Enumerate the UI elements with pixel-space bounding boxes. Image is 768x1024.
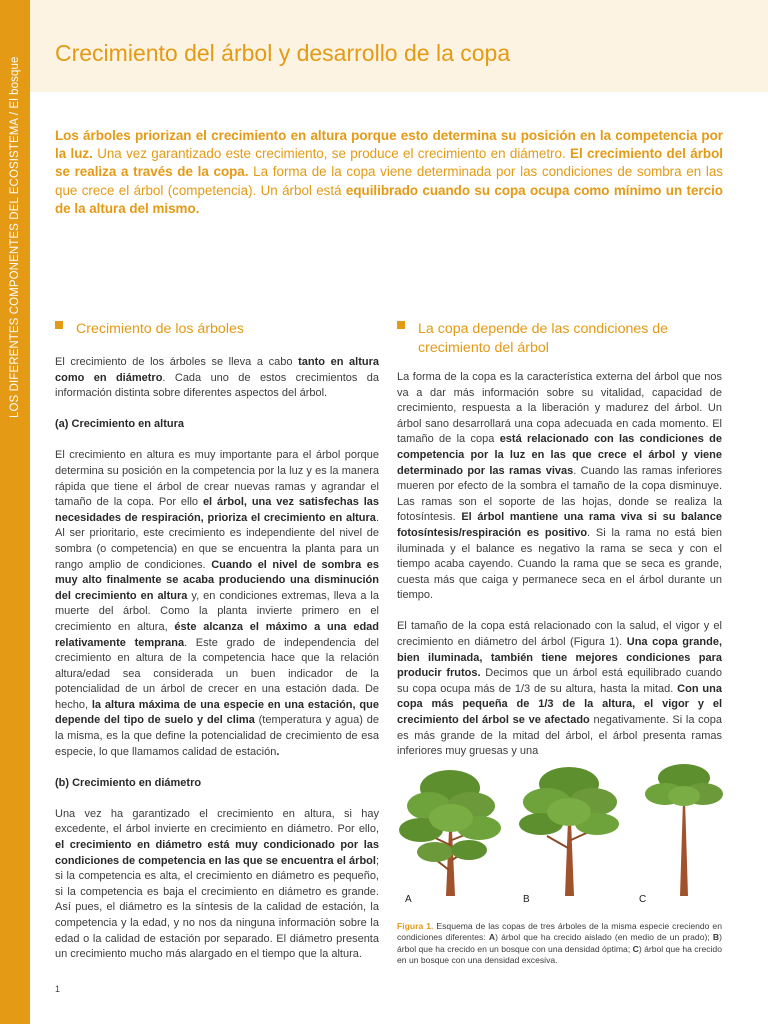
section-heading-text: Crecimiento de los árboles — [76, 321, 244, 337]
text-run: . Cuando las ramas inferiores mueren por efecto de la sombra el tamaño de la copa disminuye. Las ramas son el soporte de las hojas, donde se realiza la fotosíntesis. — [397, 464, 722, 524]
text-run: y, en condiciones extremas, lleva a la muerte del árbol. Como la planta invierte primero en el crecimiento en altura, — [55, 589, 379, 633]
text-run: El tamaño de la copa está relacionado con la salud, el vigor y el crecimiento en diámetro del árbol (Figura 1). — [397, 620, 722, 648]
bold-run: Una copa grande, bien iluminada, también tiene mejores condiciones para producir frutos. — [397, 636, 722, 680]
text-run: La forma de la copa es la característica externa del árbol que nos va a dar más información sobre su vitalidad, capacidad de crecimiento, respuesta a la liberación y madurez del árbol. Un árbol sano desarrollará una copa adecuada en cada momento. El tamaño de la copa — [397, 371, 722, 446]
trees-illustration — [397, 760, 727, 900]
section-heading-crecimiento — [55, 318, 379, 339]
paragraph — [55, 448, 379, 760]
intro-text-2: La forma de la copa viene determinada por las condiciones de sombra en las que crece el árbol (competencia). Un árbol está — [55, 164, 723, 198]
text-run: Una vez ha garantizado el crecimiento en altura, si hay excedente, el árbol invierte en crecimiento en diámetro. Por ello, — [55, 807, 379, 836]
figure-label-a: A — [405, 894, 412, 905]
tree-c-icon — [645, 764, 723, 896]
subheading-altura — [55, 417, 379, 433]
intro-bold-1: Los árboles priorizan el crecimiento en altura porque esto determina su posición en la competencia por la luz. — [55, 128, 723, 162]
text-run: (temperatura y agua) de la misma, es la que define la potencialidad de crecimiento de esa especie, lo que llamamos calidad de estación — [55, 714, 379, 758]
bold-run: C — [632, 943, 639, 954]
section-label: LOS DIFERENTES COMPONENTES DEL ECOSISTEMA / El bosque — [9, 56, 21, 418]
bold-run: B — [712, 932, 720, 943]
bold-run: éste alcanza el máximo a una edad relativamente temprana — [55, 620, 380, 649]
section-heading-copa — [397, 318, 722, 358]
subheading-text: (a) Crecimiento en altura — [55, 418, 184, 431]
text-run: ) árbol que ha crecido en un bosque con una densidad óptima; — [397, 932, 722, 954]
text-run: El crecimiento de los árboles se lleva a cabo — [55, 356, 299, 368]
text-run: . Cada uno de estos crecimientos da información distinta sobre diferentes aspectos del árbol. — [55, 371, 379, 400]
paragraph — [55, 807, 379, 963]
bold-run: el crecimiento en diámetro está muy condicionado por las condiciones de competencia en las que se encuentra el árbol — [55, 839, 379, 867]
page-number: 1 — [55, 984, 61, 994]
figure-label-b: B — [523, 894, 530, 905]
text-run: Decimos que un árbol está equilibrado cuando su copa ocupa más de 1/3 de su altura, hasta la mitad. — [397, 667, 722, 695]
page-title: Crecimiento del árbol y desarrollo de la copa — [55, 40, 511, 66]
text-run: negativamente. Si la copa es más grande de la mitad del árbol, el árbol presenta ramas inferiores muy gruesas y una — [397, 713, 722, 758]
bold-run: A — [488, 932, 496, 943]
intro-summary — [55, 127, 723, 218]
right-column — [397, 318, 722, 775]
text-run: Esquema de las copas de tres árboles de la misma especie creciendo en condiciones diferentes: — [397, 921, 722, 943]
subheading-diametro — [55, 776, 379, 792]
intro-bold-3: equilibrado cuando su copa ocupa como mínimo un tercio de la altura del mismo. — [55, 182, 723, 216]
text-run: ) árbol que ha crecido aislado (en medio de un prado); — [495, 932, 713, 943]
bold-run: . — [276, 745, 280, 758]
intro-bold-2: El crecimiento del árbol se realiza a través de la copa. — [55, 146, 723, 180]
bold-run: la altura máxima de una especie en una estación, que depende del tipo de suelo y del clima — [55, 698, 379, 727]
bold-run: Con una copa más pequeña de 1/3 de la altura, el vigor y el crecimiento del árbol se ve afectado — [397, 682, 722, 726]
figure-trees — [397, 760, 727, 910]
figure-label-c: C — [639, 894, 647, 905]
bold-run: tanto en altura como en diámetro — [55, 356, 379, 384]
text-run: ) árbol que ha crecido en un bosque con una densidad excesiva. — [397, 943, 722, 966]
text-run: El crecimiento en altura es muy importante para el árbol porque determina su posición en la competencia por la luz y es la manera rápida que tiene el árbol de crear nuevas ramas y agrandar el tamaño de la copa. Por ello — [55, 449, 379, 509]
paragraph — [397, 370, 722, 604]
bold-run: está relacionado con las condiciones de competencia por la luz en las que crece el árbol y viene determinado por las ramas vivas — [397, 433, 722, 477]
text-run: . Al ser prioritario, este crecimiento es independiente del nivel de sombra (o competencia) en que se encuentra la planta para un rango amplio de condiciones. — [55, 511, 379, 571]
text-run: . Este grado de independencia del crecimiento en altura de la competencia hace que la relación altura/edad sea considerada un buen indicador de la potencialidad de un árbol de crecer en una estación dada. De hecho, — [55, 636, 379, 711]
text-run: ; si la competencia es alta, el crecimiento en diámetro es pequeño, si la competencia es baja el crecimiento en diámetro es grande. Así pues, el diámetro es la síntesis de la calidad de estación, la competencia y la edad, y no nos da ninguna información sobre la edad o la calidad de estación por separado. El diámetro presenta un crecimiento mucho más alargado en el tiempo que la altura. — [55, 854, 379, 961]
square-bullet-icon — [397, 321, 405, 329]
tree-a-icon — [399, 770, 501, 896]
section-heading-text: La copa depende de las condiciones de crecimiento del árbol — [418, 321, 669, 356]
paragraph — [397, 619, 722, 759]
tree-b-icon — [519, 767, 619, 896]
bold-run: El árbol mantiene una rama viva si su balance fotosíntesis/respiración es positivo — [397, 511, 722, 539]
paragraph — [55, 355, 379, 402]
intro-text-1: Una vez garantizado este crecimiento, se produce el crecimiento en diámetro. — [92, 146, 571, 162]
subheading-text: (b) Crecimiento en diámetro — [55, 776, 202, 789]
bold-run: el árbol, una vez satisfechas las necesidades de respiración, prioriza el crecimiento en altura — [55, 496, 379, 524]
left-column — [55, 318, 379, 978]
caption-label: Figura 1. — [397, 921, 434, 931]
bold-run: Cuando el nivel de sombra es muy alto finalmente se acaba produciendo una disminución del crecimiento en altura — [55, 558, 379, 602]
text-run: . Si la rama no está bien iluminada y el balance es negativo la rama se seca y con el tiempo acaba cayendo. Cuando la rama que se seca es grande, cuesta más que caiga y permanece seca en el árbol durante un tiempo. — [397, 526, 722, 602]
figure-caption — [397, 921, 722, 967]
side-bar — [0, 0, 30, 1024]
square-bullet-icon — [55, 321, 63, 329]
